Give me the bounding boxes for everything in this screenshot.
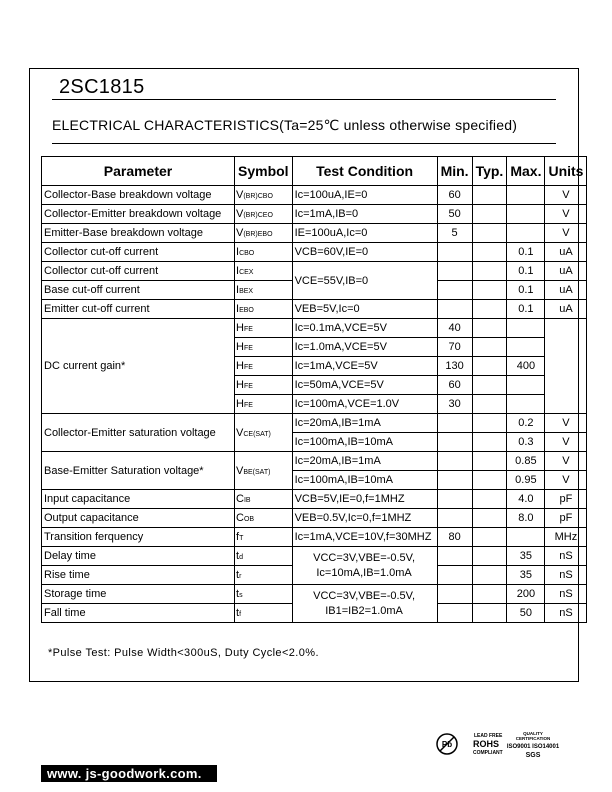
- symbol-subscript: CEX: [239, 269, 254, 276]
- symbol-main: V: [236, 227, 244, 239]
- lead-free-label: LEAD FREE: [474, 733, 503, 739]
- certification-label: CERTIFICATION: [515, 736, 551, 741]
- symbol-cell: [235, 281, 293, 300]
- table-row: [42, 585, 587, 604]
- symbol-main: I: [236, 284, 240, 296]
- param-cell: Collector cut-off current: [42, 243, 235, 262]
- param-cell: Collector-Base breakdown voltage: [42, 186, 235, 205]
- max-cell: 35: [507, 566, 545, 585]
- table-row: [42, 224, 587, 243]
- symbol-main: V: [236, 189, 244, 201]
- part-number-title: 2SC1815: [59, 76, 145, 98]
- min-cell: [437, 490, 472, 509]
- compliant-label: COMPLIANT: [473, 750, 503, 756]
- header-min: Min.: [437, 157, 472, 186]
- param-cell: Emitter cut-off current: [42, 300, 235, 319]
- unit-cell: V: [545, 471, 587, 490]
- min-cell: 50: [437, 205, 472, 224]
- max-cell: [507, 205, 545, 224]
- typ-cell: [472, 357, 507, 376]
- symbol-subscript: (BR)EBO: [243, 231, 273, 238]
- symbol-subscript: CE(SAT): [243, 430, 271, 438]
- param-cell: Rise time: [42, 566, 235, 585]
- symbol-subscript: FE: [243, 364, 253, 371]
- table-row: [42, 490, 587, 509]
- typ-cell: [472, 547, 507, 566]
- typ-cell: [472, 376, 507, 395]
- symbol-subscript: CBO: [239, 250, 255, 257]
- unit-cell: uA: [545, 281, 587, 300]
- min-cell: 30: [437, 395, 472, 414]
- max-cell: 0.85: [507, 452, 545, 471]
- symbol-cell: [235, 262, 293, 281]
- symbol-cell: [235, 566, 293, 585]
- unit-cell: nS: [545, 566, 587, 585]
- max-cell: [507, 528, 545, 547]
- param-cell: Input capacitance: [42, 490, 235, 509]
- param-cell: Transition ferquency: [42, 528, 235, 547]
- typ-cell: [472, 585, 507, 604]
- symbol-main: C: [236, 493, 244, 505]
- quality-label: QUALITY: [523, 731, 543, 736]
- electrical-characteristics-table: [41, 156, 587, 623]
- typ-cell: [472, 452, 507, 471]
- condition-cell: Ic=100uA,IE=0: [292, 186, 437, 205]
- condition-line: VCC=3V,VBE=-0.5V,: [313, 589, 416, 602]
- unit-cell: uA: [545, 300, 587, 319]
- condition-cell: [292, 547, 437, 585]
- symbol-cell: [235, 224, 293, 243]
- symbol-main: H: [236, 322, 244, 334]
- symbol-subscript: FE: [243, 345, 253, 352]
- symbol-main: H: [236, 379, 244, 391]
- typ-cell: [472, 319, 507, 338]
- condition-cell: VCE=55V,IB=0: [292, 262, 437, 300]
- min-cell: [437, 566, 472, 585]
- table-row: [42, 547, 587, 566]
- max-cell: 4.0: [507, 490, 545, 509]
- symbol-cell: [235, 319, 293, 338]
- symbol-main: V: [236, 426, 244, 439]
- condition-cell: Ic=20mA,IB=1mA: [292, 452, 437, 471]
- param-cell: Collector-Emitter breakdown voltage: [42, 205, 235, 224]
- header-max: Max.: [507, 157, 545, 186]
- condition-cell: VCB=60V,IE=0: [292, 243, 437, 262]
- symbol-cell: [235, 414, 293, 452]
- max-cell: [507, 319, 545, 338]
- param-cell: Base-Emitter Saturation voltage*: [42, 452, 235, 490]
- condition-cell: Ic=50mA,VCE=5V: [292, 376, 437, 395]
- min-cell: [437, 509, 472, 528]
- typ-cell: [472, 528, 507, 547]
- unit-cell: V: [545, 452, 587, 471]
- unit-cell: uA: [545, 243, 587, 262]
- condition-cell: Ic=0.1mA,VCE=5V: [292, 319, 437, 338]
- pb-free-icon: [437, 734, 457, 754]
- symbol-main: t: [236, 607, 240, 619]
- min-cell: [437, 433, 472, 452]
- symbol-subscript: BE(SAT): [243, 468, 271, 476]
- symbol-subscript: (BR)CBO: [243, 193, 273, 200]
- symbol-subscript: IB: [243, 497, 251, 504]
- unit-cell: uA: [545, 262, 587, 281]
- max-cell: [507, 224, 545, 243]
- symbol-cell: [235, 490, 293, 509]
- table-row: [42, 452, 587, 471]
- max-cell: 35: [507, 547, 545, 566]
- param-cell: Collector-Emitter saturation voltage: [42, 414, 235, 452]
- max-cell: 400: [507, 357, 545, 376]
- symbol-cell: [235, 300, 293, 319]
- table-row: [42, 319, 587, 338]
- symbol-subscript: r: [239, 573, 242, 580]
- param-cell: Collector cut-off current: [42, 262, 235, 281]
- symbol-cell: [235, 357, 293, 376]
- symbol-cell: [235, 452, 293, 490]
- table-row: [42, 414, 587, 433]
- symbol-main: V: [236, 464, 244, 477]
- unit-cell: V: [545, 205, 587, 224]
- table-row: [42, 262, 587, 281]
- typ-cell: [472, 509, 507, 528]
- min-cell: [437, 604, 472, 623]
- table-row: [42, 509, 587, 528]
- typ-cell: [472, 281, 507, 300]
- typ-cell: [472, 395, 507, 414]
- symbol-cell: [235, 528, 293, 547]
- min-cell: [437, 547, 472, 566]
- min-cell: 80: [437, 528, 472, 547]
- unit-cell: nS: [545, 585, 587, 604]
- certification-logos: [433, 730, 573, 782]
- symbol-main: I: [236, 246, 240, 258]
- unit-cell: V: [545, 414, 587, 433]
- symbol-cell: [235, 395, 293, 414]
- unit-cell: MHz: [545, 528, 587, 547]
- symbol-cell: [235, 338, 293, 357]
- typ-cell: [472, 604, 507, 623]
- condition-line: VCC=3V,VBE=-0.5V,: [313, 551, 416, 564]
- table-row: [42, 243, 587, 262]
- condition-cell: Ic=1.0mA,VCE=5V: [292, 338, 437, 357]
- section-divider: [52, 143, 556, 144]
- unit-cell: V: [545, 433, 587, 452]
- max-cell: [507, 376, 545, 395]
- symbol-cell: [235, 376, 293, 395]
- max-cell: 0.95: [507, 471, 545, 490]
- min-cell: 40: [437, 319, 472, 338]
- pb-symbol: Pb: [441, 740, 453, 749]
- condition-cell: Ic=20mA,IB=1mA: [292, 414, 437, 433]
- symbol-main: t: [236, 550, 240, 562]
- table-row: [42, 186, 587, 205]
- symbol-main: H: [236, 360, 244, 372]
- section-title: ELECTRICAL CHARACTERISTICS(Ta=25℃ unless otherwise specified): [52, 117, 518, 133]
- min-cell: [437, 471, 472, 490]
- title-divider: [52, 99, 556, 100]
- typ-cell: [472, 338, 507, 357]
- symbol-main: I: [236, 303, 240, 315]
- symbol-subscript: d: [239, 554, 243, 561]
- pulse-test-footnote: *Pulse Test: Pulse Width<300uS, Duty Cycle<2.0%.: [48, 647, 319, 659]
- typ-cell: [472, 471, 507, 490]
- unit-cell: nS: [545, 547, 587, 566]
- header-units: Units: [545, 157, 587, 186]
- max-cell: 0.1: [507, 281, 545, 300]
- rohs-label: ROHS: [473, 739, 500, 749]
- header-typ: Typ.: [472, 157, 507, 186]
- typ-cell: [472, 490, 507, 509]
- condition-line: IB1=IB2=1.0mA: [325, 604, 403, 617]
- param-cell: Emitter-Base breakdown voltage: [42, 224, 235, 243]
- condition-line: Ic=10mA,IB=1.0mA: [316, 566, 412, 579]
- symbol-subscript: (BR)CEO: [243, 212, 273, 219]
- typ-cell: [472, 414, 507, 433]
- symbol-subscript: FE: [243, 383, 253, 390]
- typ-cell: [472, 205, 507, 224]
- max-cell: 0.1: [507, 300, 545, 319]
- symbol-main: C: [236, 512, 244, 524]
- unit-cell: pF: [545, 509, 587, 528]
- unit-cell: V: [545, 186, 587, 205]
- symbol-main: H: [236, 398, 244, 410]
- sgs-label: SGS: [525, 752, 541, 759]
- iso-label: ISO9001 ISO14001: [506, 744, 560, 750]
- symbol-main: H: [236, 341, 244, 353]
- param-cell: DC current gain*: [42, 319, 235, 414]
- min-cell: [437, 300, 472, 319]
- min-cell: [437, 452, 472, 471]
- symbol-subscript: T: [239, 535, 244, 542]
- max-cell: 0.1: [507, 243, 545, 262]
- symbol-cell: [235, 205, 293, 224]
- max-cell: 8.0: [507, 509, 545, 528]
- symbol-subscript: FE: [243, 402, 253, 409]
- symbol-cell: [235, 243, 293, 262]
- symbol-subscript: s: [239, 592, 243, 599]
- max-cell: 0.1: [507, 262, 545, 281]
- symbol-subscript: FE: [243, 326, 253, 333]
- condition-cell: [292, 585, 437, 623]
- symbol-cell: [235, 585, 293, 604]
- unit-cell: pF: [545, 490, 587, 509]
- condition-cell: Ic=100mA,VCE=1.0V: [292, 395, 437, 414]
- max-cell: [507, 395, 545, 414]
- max-cell: [507, 186, 545, 205]
- min-cell: 60: [437, 376, 472, 395]
- symbol-cell: [235, 604, 293, 623]
- symbol-subscript: f: [239, 611, 242, 618]
- website-link[interactable]: www. js-goodwork.com.: [41, 765, 217, 782]
- unit-cell: [545, 319, 587, 414]
- symbol-main: t: [236, 569, 240, 581]
- min-cell: [437, 243, 472, 262]
- typ-cell: [472, 300, 507, 319]
- symbol-cell: [235, 509, 293, 528]
- symbol-cell: [235, 547, 293, 566]
- symbol-subscript: BEX: [239, 288, 254, 295]
- min-cell: 70: [437, 338, 472, 357]
- max-cell: [507, 338, 545, 357]
- unit-cell: V: [545, 224, 587, 243]
- typ-cell: [472, 186, 507, 205]
- param-cell: Output capacitance: [42, 509, 235, 528]
- symbol-main: f: [236, 531, 240, 543]
- param-cell: Base cut-off current: [42, 281, 235, 300]
- condition-cell: VEB=5V,Ic=0: [292, 300, 437, 319]
- max-cell: 200: [507, 585, 545, 604]
- header-symbol: Symbol: [235, 157, 293, 186]
- param-cell: Fall time: [42, 604, 235, 623]
- max-cell: 0.2: [507, 414, 545, 433]
- min-cell: 5: [437, 224, 472, 243]
- min-cell: 60: [437, 186, 472, 205]
- typ-cell: [472, 243, 507, 262]
- symbol-cell: [235, 186, 293, 205]
- condition-cell: Ic=1mA,IB=0: [292, 205, 437, 224]
- max-cell: 50: [507, 604, 545, 623]
- min-cell: 130: [437, 357, 472, 376]
- condition-cell: IE=100uA,Ic=0: [292, 224, 437, 243]
- typ-cell: [472, 224, 507, 243]
- param-cell: Storage time: [42, 585, 235, 604]
- min-cell: [437, 414, 472, 433]
- condition-cell: Ic=1mA,VCE=5V: [292, 357, 437, 376]
- condition-cell: VEB=0.5V,Ic=0,f=1MHZ: [292, 509, 437, 528]
- symbol-main: V: [236, 208, 244, 220]
- typ-cell: [472, 433, 507, 452]
- min-cell: [437, 281, 472, 300]
- condition-cell: Ic=100mA,IB=10mA: [292, 433, 437, 452]
- condition-cell: Ic=1mA,VCE=10V,f=30MHZ: [292, 528, 437, 547]
- condition-cell: Ic=100mA,IB=10mA: [292, 471, 437, 490]
- min-cell: [437, 585, 472, 604]
- symbol-subscript: EBO: [239, 307, 254, 314]
- table-header-row: [42, 157, 587, 186]
- max-cell: 0.3: [507, 433, 545, 452]
- typ-cell: [472, 262, 507, 281]
- symbol-main: t: [236, 588, 240, 600]
- header-parameter: Parameter: [42, 157, 235, 186]
- table-row: [42, 528, 587, 547]
- param-cell: Delay time: [42, 547, 235, 566]
- table-row: [42, 205, 587, 224]
- typ-cell: [472, 566, 507, 585]
- header-test-condition: Test Condition: [292, 157, 437, 186]
- table-row: [42, 300, 587, 319]
- symbol-subscript: OB: [243, 516, 255, 523]
- symbol-main: I: [236, 265, 240, 277]
- condition-cell: VCB=5V,IE=0,f=1MHZ: [292, 490, 437, 509]
- min-cell: [437, 262, 472, 281]
- unit-cell: nS: [545, 604, 587, 623]
